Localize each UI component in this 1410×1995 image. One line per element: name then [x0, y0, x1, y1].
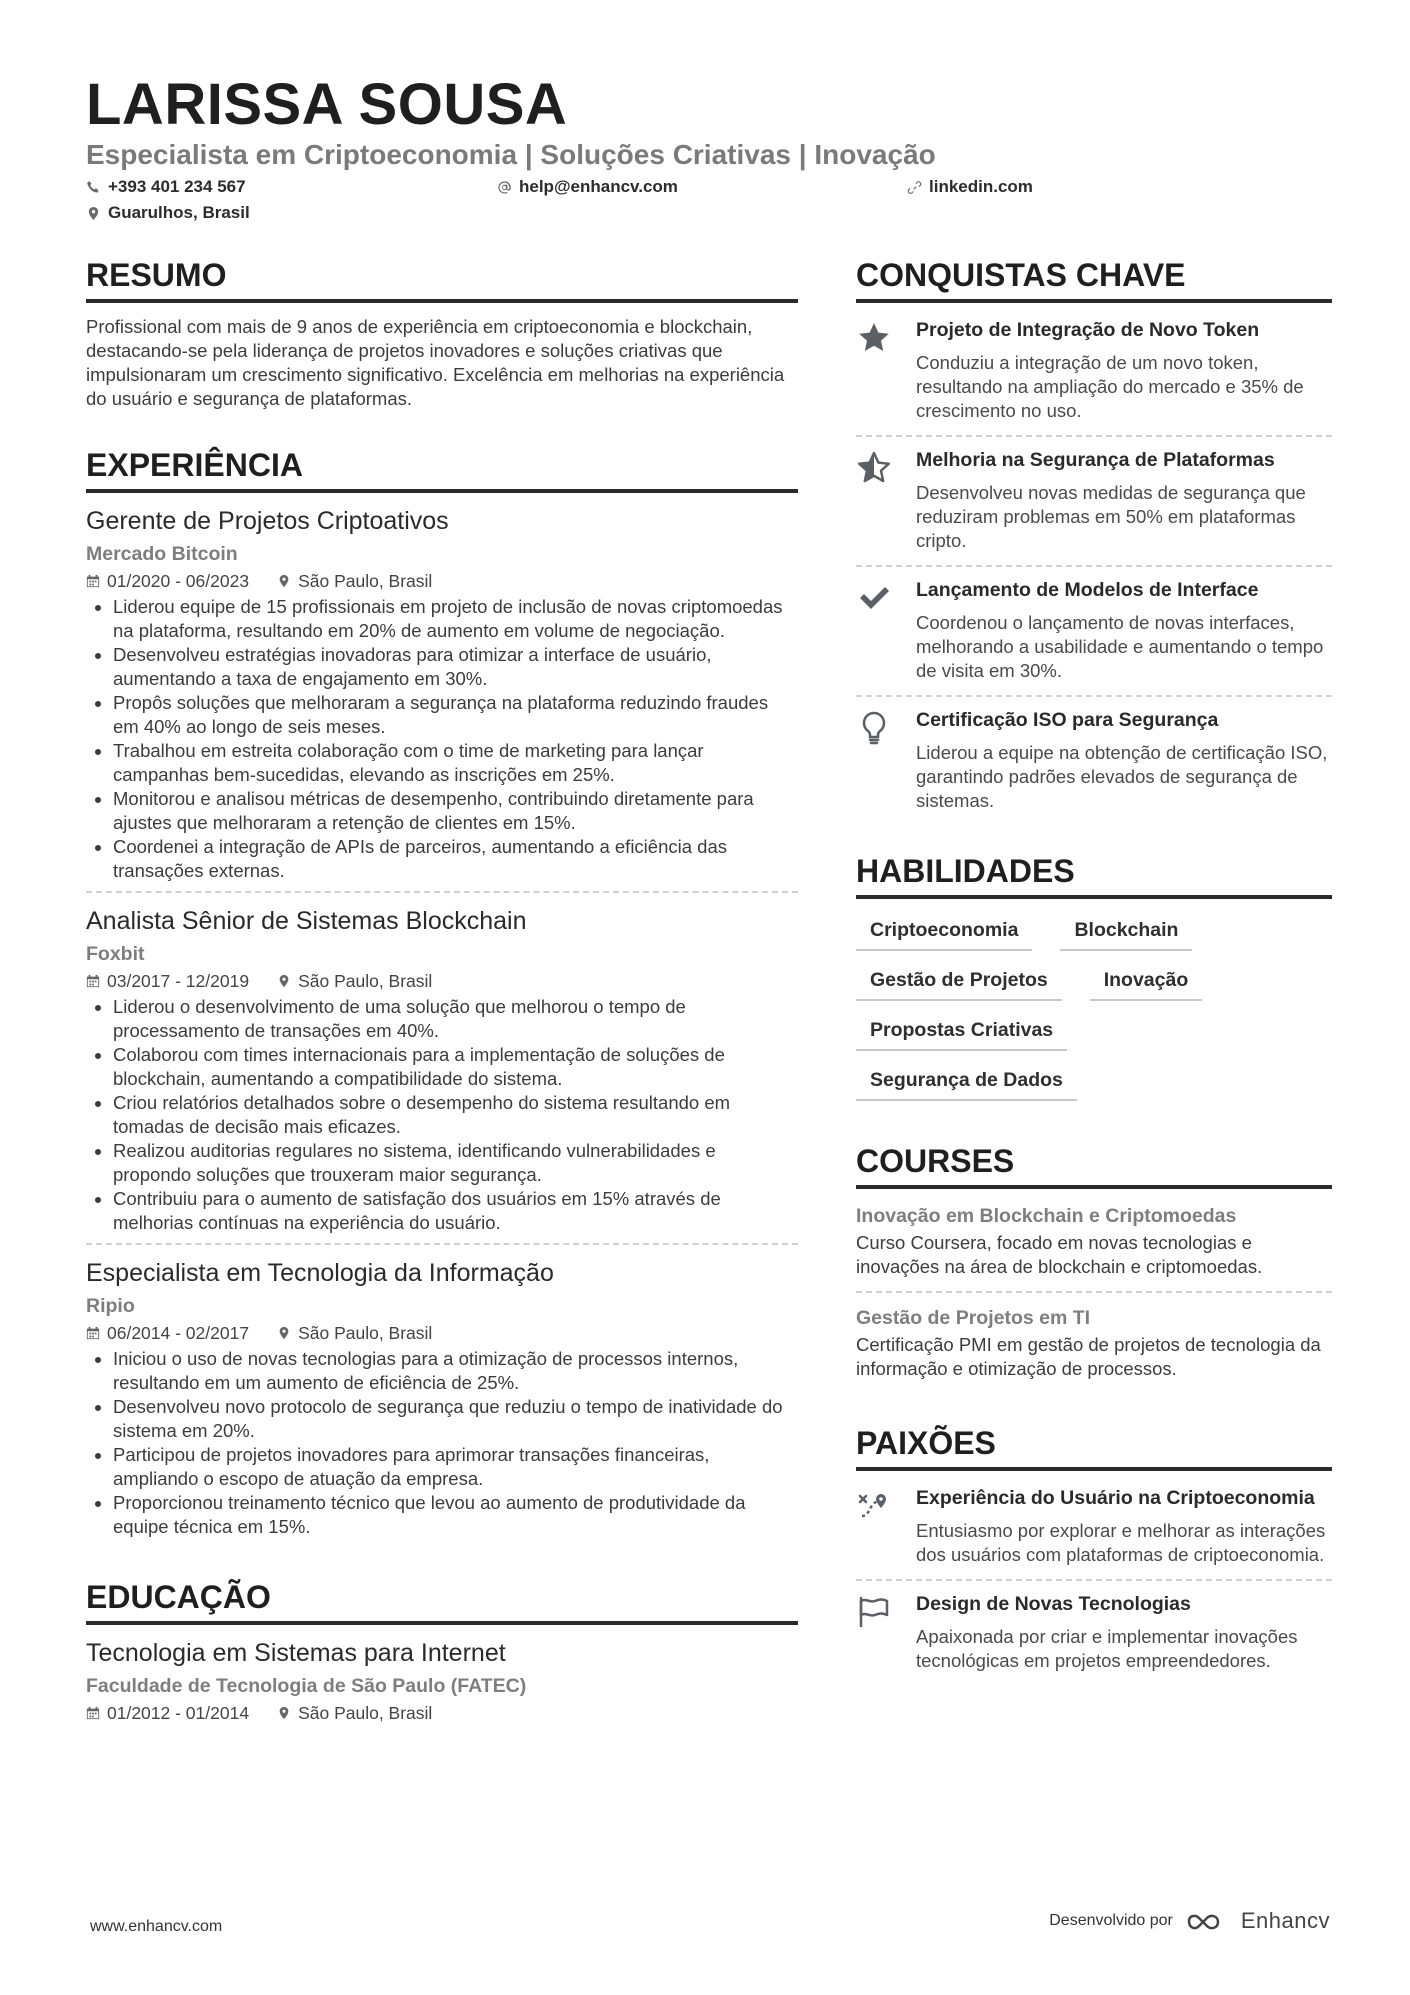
job-bullets — [86, 595, 798, 883]
achievement-title: Lançamento de Modelos de Interface — [916, 579, 1259, 601]
enhancv-logo-icon — [1185, 1908, 1233, 1934]
summary-text: Profissional com mais de 9 anos de experiência em criptoeconomia e blockchain, destacando-se pela liderança de projetos inovadores e soluções criativas que impulsionaram um crescimento significativo. Excelência em melhorias na experiência do usuário e segurança de plataformas. — [86, 316, 785, 409]
achievement-title: Projeto de Integração de Novo Token — [916, 319, 1260, 341]
footer-branding — [1049, 1908, 1330, 1934]
achievement-desc: Liderou a equipe na obtenção de certificação ISO, garantindo padrões elevados de segurança de sistemas. — [916, 742, 1328, 811]
contact-phone — [86, 176, 246, 198]
job-bullet: Iniciou o uso de novas tecnologias para a otimização de processos internos, resultando em um aumento de eficiência de 25%. — [86, 1347, 798, 1395]
job-dates: 03/2017 - 12/2019 — [107, 971, 250, 991]
job-dates: 01/2020 - 06/2023 — [107, 571, 250, 591]
brand-name: Enhancv — [1240, 1908, 1330, 1933]
phone-text: +393 401 234 567 — [108, 177, 246, 196]
location-pin-icon — [86, 206, 101, 221]
calendar-icon — [86, 974, 100, 988]
achievement-item — [856, 695, 1332, 825]
job-company: Ripio — [86, 1295, 135, 1317]
job-bullet: Monitorou e analisou métricas de desempenho, contribuindo diretamente para ajustes que melhoraram a retenção de clientes em 15%. — [86, 787, 798, 835]
job-dates: 06/2014 - 02/2017 — [107, 1323, 250, 1343]
passion-item — [856, 1579, 1332, 1685]
location-pin-icon — [277, 1326, 291, 1340]
skills-title: HABILIDADES — [856, 851, 1332, 899]
job-bullet: Realizou auditorias regulares no sistema, identificando vulnerabilidades e propondo soluções que trouxeram maior segurança. — [86, 1139, 798, 1187]
education-school: Faculdade de Tecnologia de São Paulo (FATEC) — [86, 1675, 527, 1697]
courses-title: COURSES — [856, 1141, 1332, 1189]
achievement-icon-wrap — [856, 447, 916, 553]
calendar-icon — [86, 1706, 100, 1720]
calendar-icon — [86, 1326, 100, 1340]
job-bullet: Participou de projetos inovadores para aprimorar transações financeiras, ampliando o escopo de atuação da empresa. — [86, 1443, 798, 1491]
job-entry — [86, 1243, 798, 1547]
achievement-icon-wrap — [856, 317, 916, 423]
passion-desc: Entusiasmo por explorar e melhorar as interações dos usuários com plataformas de criptoeconomia. — [916, 1520, 1326, 1565]
passion-item — [856, 1475, 1332, 1579]
passion-title: Design de Novas Tecnologias — [916, 1593, 1191, 1615]
job-location-text: São Paulo, Brasil — [298, 971, 433, 991]
check-icon — [856, 580, 892, 616]
achievement-desc: Conduziu a integração de um novo token, resultando na ampliação do mercado e 35% de crescimento no uso. — [916, 352, 1304, 421]
job-bullet: Colaborou com times internacionais para a implementação de soluções de blockchain, aumentando a compatibilidade do sistema. — [86, 1043, 798, 1091]
calendar-icon — [86, 574, 100, 588]
passion-title: Experiência do Usuário na Criptoeconomia — [916, 1487, 1315, 1509]
job-meta — [86, 1321, 798, 1345]
contact-link[interactable] — [907, 176, 1033, 198]
lightbulb-icon — [856, 710, 892, 746]
job-bullet: Proporcionou treinamento técnico que levou ao aumento de produtividade da equipe técnica em 15%. — [86, 1491, 798, 1539]
job-location — [277, 569, 432, 593]
education-meta — [86, 1701, 798, 1725]
achievement-title: Melhoria na Segurança de Plataformas — [916, 449, 1275, 471]
job-bullet: Desenvolveu novo protocolo de segurança que reduziu o tempo de inatividade do sistema em 20%. — [86, 1395, 798, 1443]
star-icon — [856, 320, 892, 356]
skill-tag: Propostas Criativas — [856, 1017, 1067, 1051]
achievement-item — [856, 435, 1332, 565]
job-location — [277, 1321, 432, 1345]
skill-tag: Blockchain — [1060, 917, 1192, 951]
summary-section — [86, 255, 798, 411]
job-bullet: Criou relatórios detalhados sobre o desempenho do sistema resultando em tomadas de decisão mais eficazes. — [86, 1091, 798, 1139]
education-section — [86, 1577, 798, 1725]
skills-section — [856, 851, 1332, 1101]
phone-icon — [86, 180, 101, 195]
contact-location — [86, 202, 250, 224]
job-location-text: São Paulo, Brasil — [298, 1323, 433, 1343]
path-icon — [856, 1488, 892, 1524]
job-bullet: Trabalhou em estreita colaboração com o time de marketing para lançar campanhas bem-sucedidas, elevando as inscrições em 25%. — [86, 739, 798, 787]
course-item — [856, 1201, 1332, 1291]
link-icon — [907, 180, 922, 195]
contact-email[interactable] — [497, 176, 678, 198]
job-entry — [86, 505, 798, 891]
achievement-desc: Desenvolveu novas medidas de segurança que reduziram problemas em 50% em plataformas cripto. — [916, 482, 1306, 551]
education-title: EDUCAÇÃO — [86, 1577, 798, 1625]
achievement-icon-wrap — [856, 707, 916, 813]
job-bullet: Coordenei a integração de APIs de parceiros, aumentando a eficiência das transações externas. — [86, 835, 798, 883]
job-bullets — [86, 995, 798, 1235]
job-location-text: São Paulo, Brasil — [298, 571, 433, 591]
summary-title: RESUMO — [86, 255, 798, 303]
achievement-item — [856, 307, 1332, 435]
passion-icon-wrap — [856, 1591, 916, 1673]
education-degree: Tecnologia em Sistemas para Internet — [86, 1639, 506, 1667]
right-column — [856, 255, 1332, 1685]
flag-icon — [856, 1594, 892, 1630]
job-location — [277, 969, 432, 993]
passion-desc: Apaixonada por criar e implementar inovações tecnológicas em projetos empreendedores. — [916, 1626, 1298, 1671]
education-location — [277, 1701, 432, 1725]
passion-icon-wrap — [856, 1485, 916, 1567]
skill-tag: Inovação — [1090, 967, 1203, 1001]
course-desc: Certificação PMI em gestão de projetos de tecnologia da informação e otimização de processos. — [856, 1334, 1321, 1379]
link-text[interactable]: linkedin.com — [929, 177, 1033, 196]
location-text: Guarulhos, Brasil — [108, 203, 250, 222]
course-item — [856, 1291, 1332, 1393]
achievement-title: Certificação ISO para Segurança — [916, 709, 1219, 731]
location-pin-icon — [277, 1706, 291, 1720]
job-bullet: Liderou o desenvolvimento de uma solução que melhorou o tempo de processamento de transações em 40%. — [86, 995, 798, 1043]
powered-by-text: Desenvolvido por — [1049, 1912, 1173, 1929]
skills-list — [856, 911, 1332, 1101]
skill-tag: Segurança de Dados — [856, 1067, 1077, 1101]
left-column — [86, 255, 798, 1725]
job-title: Analista Sênior de Sistemas Blockchain — [86, 907, 527, 935]
job-title: Gerente de Projetos Criptoativos — [86, 507, 449, 535]
courses-section — [856, 1141, 1332, 1393]
course-title: Inovação em Blockchain e Criptomoedas — [856, 1205, 1237, 1227]
education-location-text: São Paulo, Brasil — [298, 1703, 433, 1723]
achievement-icon-wrap — [856, 577, 916, 683]
job-company: Foxbit — [86, 943, 145, 965]
at-icon — [497, 180, 512, 195]
candidate-headline: Especialista em Criptoeconomia | Soluções Criativas | Inovação — [86, 139, 936, 170]
achievements-section — [856, 255, 1332, 825]
job-bullets — [86, 1347, 798, 1539]
job-title: Especialista em Tecnologia da Informação — [86, 1259, 554, 1287]
education-dates: 01/2012 - 01/2014 — [107, 1703, 250, 1723]
job-meta — [86, 569, 798, 593]
passions-section — [856, 1423, 1332, 1685]
job-bullet: Desenvolveu estratégias inovadoras para otimizar a interface de usuário, aumentando a taxa de engajamento em 30%. — [86, 643, 798, 691]
location-pin-icon — [277, 574, 291, 588]
email-text[interactable]: help@enhancv.com — [519, 177, 678, 196]
skill-tag: Criptoeconomia — [856, 917, 1032, 951]
course-desc: Curso Coursera, focado em novas tecnologias e inovações na área de blockchain e criptomoedas. — [856, 1232, 1263, 1277]
experience-section — [86, 445, 798, 1547]
footer-website[interactable]: www.enhancv.com — [90, 1918, 223, 1935]
achievements-title: CONQUISTAS CHAVE — [856, 255, 1332, 303]
job-meta — [86, 969, 798, 993]
job-bullet: Liderou equipe de 15 profissionais em projeto de inclusão de novas criptomoedas na plataforma, resultando em 20% de aumento em volume de negociação. — [86, 595, 798, 643]
job-bullet: Propôs soluções que melhoraram a segurança na plataforma reduzindo fraudes em 40% ao longo de seis meses. — [86, 691, 798, 739]
location-pin-icon — [277, 974, 291, 988]
passions-title: PAIXÕES — [856, 1423, 1332, 1471]
candidate-name: LARISSA SOUSA — [86, 72, 568, 137]
job-company: Mercado Bitcoin — [86, 543, 238, 565]
experience-title: EXPERIÊNCIA — [86, 445, 798, 493]
skill-tag: Gestão de Projetos — [856, 967, 1062, 1001]
star-outline-icon — [856, 450, 892, 486]
course-title: Gestão de Projetos em TI — [856, 1307, 1091, 1329]
job-bullet: Contribuiu para o aumento de satisfação dos usuários em 15% através de melhorias contínuas na experiência do usuário. — [86, 1187, 798, 1235]
job-entry — [86, 891, 798, 1243]
achievement-desc: Coordenou o lançamento de novas interfaces, melhorando a usabilidade e aumentando o tempo de visita em 30%. — [916, 612, 1324, 681]
achievement-item — [856, 565, 1332, 695]
